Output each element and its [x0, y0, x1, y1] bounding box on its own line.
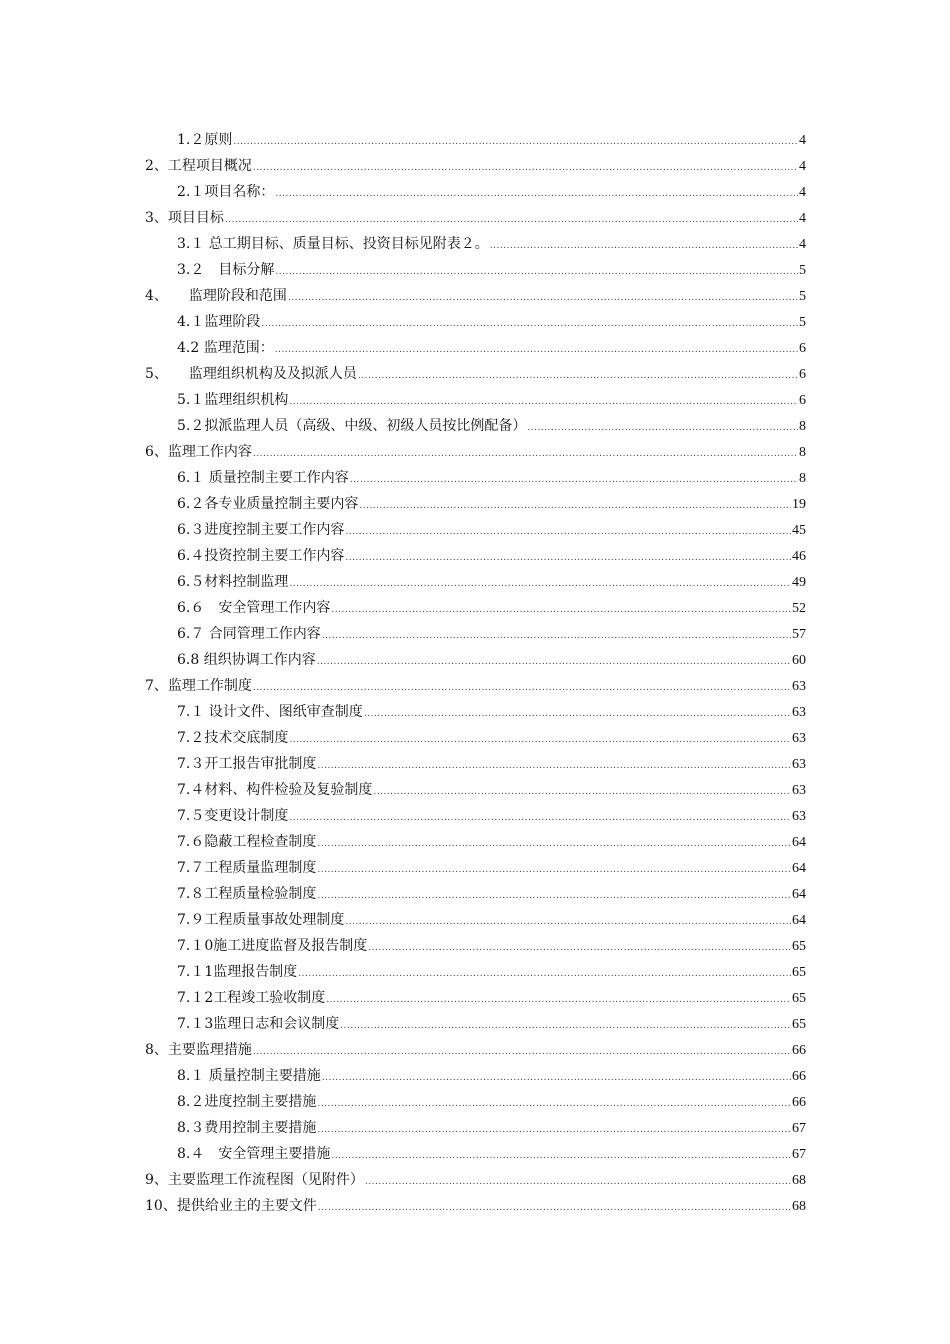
toc-entry-label: 10、提供给业主的主要文件: [145, 1198, 317, 1214]
toc-entry-page-number: 45: [792, 523, 806, 538]
toc-entry-label: 7.１ 设计文件、图纸审查制度: [177, 704, 363, 720]
toc-entry-label: 6.４投资控制主要工作内容: [177, 548, 345, 564]
toc-entry-page-number: 66: [792, 1069, 806, 1084]
toc-entry-page-number: 5: [799, 263, 806, 278]
toc-entry[interactable]: [145, 829, 806, 855]
toc-entry-label: 3.１ 总工期目标、质量目标、投资目标见附表２。: [177, 236, 489, 252]
toc-entry-label: 8、主要监理措施: [145, 1042, 252, 1058]
toc-entry-page-number: 68: [792, 1173, 806, 1188]
toc-entry-page-number: 4: [799, 237, 806, 252]
toc-entry-page-number: 8: [799, 471, 806, 486]
toc-entry-page-number: 5: [799, 289, 806, 304]
toc-dot-leader: [275, 337, 798, 363]
toc-entry-label: 4、 监理阶段和范围: [145, 288, 287, 304]
toc-entry-label: 3、项目目标: [145, 210, 224, 226]
toc-entry[interactable]: [145, 153, 806, 179]
toc-dot-leader: [359, 493, 791, 519]
toc-entry[interactable]: [145, 673, 806, 699]
toc-dot-leader: [331, 1143, 791, 1169]
toc-entry-page-number: 66: [792, 1043, 806, 1058]
toc-entry[interactable]: [145, 595, 806, 621]
toc-entry-page-number: 64: [792, 861, 806, 876]
toc-entry-label: 6.７ 合同管理工作内容: [177, 626, 321, 642]
toc-entry-page-number: 64: [792, 835, 806, 850]
toc-entry[interactable]: [145, 361, 806, 387]
toc-dot-leader: [253, 441, 798, 467]
toc-dot-leader: [318, 1195, 791, 1221]
toc-entry-page-number: 63: [792, 809, 806, 824]
toc-entry-page-number: 64: [792, 887, 806, 902]
toc-entry-label: 7、监理工作制度: [145, 678, 252, 694]
toc-entry-page-number: 5: [799, 315, 806, 330]
toc-dot-leader: [298, 961, 791, 987]
toc-entry[interactable]: [145, 959, 806, 985]
toc-entry-page-number: 49: [792, 575, 806, 590]
toc-entry[interactable]: [145, 725, 806, 751]
toc-dot-leader: [317, 1117, 791, 1143]
toc-entry-label: 5.１监理组织机构: [177, 392, 289, 408]
toc-entry[interactable]: [145, 413, 806, 439]
toc-entry[interactable]: [145, 1141, 806, 1167]
toc-entry-page-number: 68: [792, 1199, 806, 1214]
toc-entry-page-number: 63: [792, 679, 806, 694]
toc-entry[interactable]: [145, 127, 806, 153]
toc-dot-leader: [317, 1091, 791, 1117]
toc-dot-leader: [275, 181, 798, 207]
toc-entry-label: 6.５材料控制监理: [177, 574, 289, 590]
toc-entry[interactable]: [145, 309, 806, 335]
toc-entry-label: 5、 监理组织机构及及拟派人员: [145, 366, 357, 382]
toc-entry-label: 7.２技术交底制度: [177, 730, 289, 746]
toc-entry-label: 7.３开工报告审批制度: [177, 756, 317, 772]
toc-dot-leader: [288, 285, 798, 311]
toc-entry[interactable]: [145, 933, 806, 959]
toc-dot-leader: [322, 623, 791, 649]
toc-entry[interactable]: [145, 1089, 806, 1115]
toc-entry-label: 6.３进度控制主要工作内容: [177, 522, 345, 538]
toc-dot-leader: [322, 1065, 791, 1091]
toc-entry[interactable]: [145, 517, 806, 543]
toc-entry[interactable]: [145, 569, 806, 595]
toc-entry-label: 5.２拟派监理人员（高级、中级、初级人员按比例配备）: [177, 418, 527, 434]
toc-entry-label: 2、工程项目概况: [145, 158, 252, 174]
toc-entry-label: 8.１ 质量控制主要措施: [177, 1068, 321, 1084]
toc-entry-page-number: 63: [792, 731, 806, 746]
toc-entry-page-number: 4: [799, 211, 806, 226]
toc-entry[interactable]: [145, 491, 806, 517]
toc-dot-leader: [275, 259, 798, 285]
toc-dot-leader: [317, 857, 791, 883]
toc-dot-leader: [317, 649, 791, 675]
toc-entry-page-number: 6: [799, 341, 806, 356]
toc-entry[interactable]: [145, 907, 806, 933]
toc-entry[interactable]: [145, 1063, 806, 1089]
toc-entry-label: 3.２ 目标分解: [177, 262, 275, 278]
toc-entry-label: 6.６ 安全管理工作内容: [177, 600, 331, 616]
toc-entry-label: 6.２各专业质量控制主要内容: [177, 496, 359, 512]
toc-entry-page-number: 19: [792, 497, 806, 512]
toc-dot-leader: [345, 519, 791, 545]
toc-entry[interactable]: [145, 751, 806, 777]
toc-entry-label: 7.９工程质量事故处理制度: [177, 912, 345, 928]
toc-entry[interactable]: [145, 647, 806, 673]
toc-entry[interactable]: [145, 1193, 806, 1219]
toc-entry[interactable]: [145, 699, 806, 725]
toc-entry[interactable]: [145, 855, 806, 881]
toc-entry[interactable]: [145, 387, 806, 413]
toc-entry-page-number: 63: [792, 757, 806, 772]
toc-entry[interactable]: [145, 465, 806, 491]
toc-dot-leader: [331, 597, 791, 623]
toc-entry[interactable]: [145, 803, 806, 829]
toc-dot-leader: [350, 467, 798, 493]
toc-dot-leader: [365, 1169, 791, 1195]
toc-dot-leader: [225, 207, 798, 233]
toc-dot-leader: [253, 675, 791, 701]
toc-entry-label: 2.１项目名称：: [177, 184, 275, 200]
toc-entry[interactable]: [145, 205, 806, 231]
toc-entry-label: 4.１监理阶段: [177, 314, 261, 330]
toc-entry[interactable]: [145, 1115, 806, 1141]
toc-entry[interactable]: [145, 1167, 806, 1193]
toc-dot-leader: [490, 233, 798, 259]
toc-entry-label: 9、主要监理工作流程图（见附件）: [145, 1172, 364, 1188]
toc-entry-label: 6.１ 质量控制主要工作内容: [177, 470, 349, 486]
toc-dot-leader: [317, 831, 791, 857]
toc-entry-label: 7.１0施工进度监督及报告制度: [177, 938, 368, 954]
toc-dot-leader: [261, 311, 798, 337]
toc-entry-label: 8.３费用控制主要措施: [177, 1120, 317, 1136]
toc-entry-label: 6、监理工作内容: [145, 444, 252, 460]
toc-dot-leader: [373, 779, 791, 805]
toc-entry-page-number: 8: [799, 445, 806, 460]
toc-entry-page-number: 6: [799, 393, 806, 408]
toc-entry-label: 1.２原则: [177, 132, 233, 148]
toc-entry[interactable]: [145, 231, 806, 257]
toc-entry-page-number: 67: [792, 1147, 806, 1162]
toc-entry-page-number: 65: [792, 991, 806, 1006]
toc-entry-label: 7.６隐蔽工程检查制度: [177, 834, 317, 850]
toc-dot-leader: [364, 701, 791, 727]
toc-dot-leader: [253, 155, 798, 181]
toc-entry-page-number: 63: [792, 783, 806, 798]
toc-entry-page-number: 4: [799, 185, 806, 200]
toc-dot-leader: [253, 1039, 791, 1065]
toc-entry-page-number: 66: [792, 1095, 806, 1110]
toc-entry[interactable]: [145, 179, 806, 205]
toc-entry-label: 7.５变更设计制度: [177, 808, 289, 824]
toc-dot-leader: [289, 389, 798, 415]
toc-entry[interactable]: [145, 621, 806, 647]
toc-dot-leader: [317, 753, 791, 779]
toc-dot-leader: [317, 883, 791, 909]
toc-entry-page-number: 46: [792, 549, 806, 564]
toc-entry[interactable]: [145, 257, 806, 283]
toc-dot-leader: [345, 545, 791, 571]
toc-entry-label: 7.１1监理报告制度: [177, 964, 298, 980]
toc-entry-page-number: 60: [792, 653, 806, 668]
toc-entry-page-number: 65: [792, 965, 806, 980]
toc-entry-page-number: 64: [792, 913, 806, 928]
toc-entry-page-number: 4: [799, 133, 806, 148]
toc-entry-label: 7.４材料、构件检验及复验制度: [177, 782, 373, 798]
toc-entry-label: 7.７工程质量监理制度: [177, 860, 317, 876]
toc-dot-leader: [527, 415, 798, 441]
toc-entry-page-number: 52: [792, 601, 806, 616]
toc-dot-leader: [326, 987, 791, 1013]
toc-entry[interactable]: [145, 335, 806, 361]
toc-dot-leader: [368, 935, 791, 961]
toc-entry-page-number: 6: [799, 367, 806, 382]
toc-dot-leader: [345, 909, 791, 935]
toc-entry-label: 8.２进度控制主要措施: [177, 1094, 317, 1110]
toc-entry[interactable]: [145, 985, 806, 1011]
toc-entry-label: 6.8 组织协调工作内容: [177, 652, 316, 668]
toc-dot-leader: [358, 363, 798, 389]
toc-entry-label: 8.４ 安全管理主要措施: [177, 1146, 331, 1162]
toc-dot-leader: [340, 1013, 791, 1039]
toc-entry-page-number: 65: [792, 939, 806, 954]
toc-entry-label: 4.2 监理范围：: [177, 340, 274, 356]
toc-entry[interactable]: [145, 1037, 806, 1063]
toc-dot-leader: [289, 805, 791, 831]
toc-entry-label: 7.１2工程竣工验收制度: [177, 990, 326, 1006]
toc-entry[interactable]: [145, 881, 806, 907]
toc-entry[interactable]: [145, 283, 806, 309]
toc-entry[interactable]: [145, 777, 806, 803]
toc-entry-page-number: 63: [792, 705, 806, 720]
toc-entry-page-number: 57: [792, 627, 806, 642]
toc-dot-leader: [289, 727, 791, 753]
toc-dot-leader: [233, 129, 798, 155]
toc-entry-page-number: 65: [792, 1017, 806, 1032]
toc-entry[interactable]: [145, 1011, 806, 1037]
toc-entry-page-number: 4: [799, 159, 806, 174]
toc-entry[interactable]: [145, 543, 806, 569]
toc-entry-label: 7.１3监理日志和会议制度: [177, 1016, 340, 1032]
toc-entry-page-number: 8: [799, 419, 806, 434]
toc-entry[interactable]: [145, 439, 806, 465]
toc-entry-page-number: 67: [792, 1121, 806, 1136]
toc-dot-leader: [289, 571, 791, 597]
toc-entry-label: 7.８工程质量检验制度: [177, 886, 317, 902]
table-of-contents: [145, 127, 806, 1219]
